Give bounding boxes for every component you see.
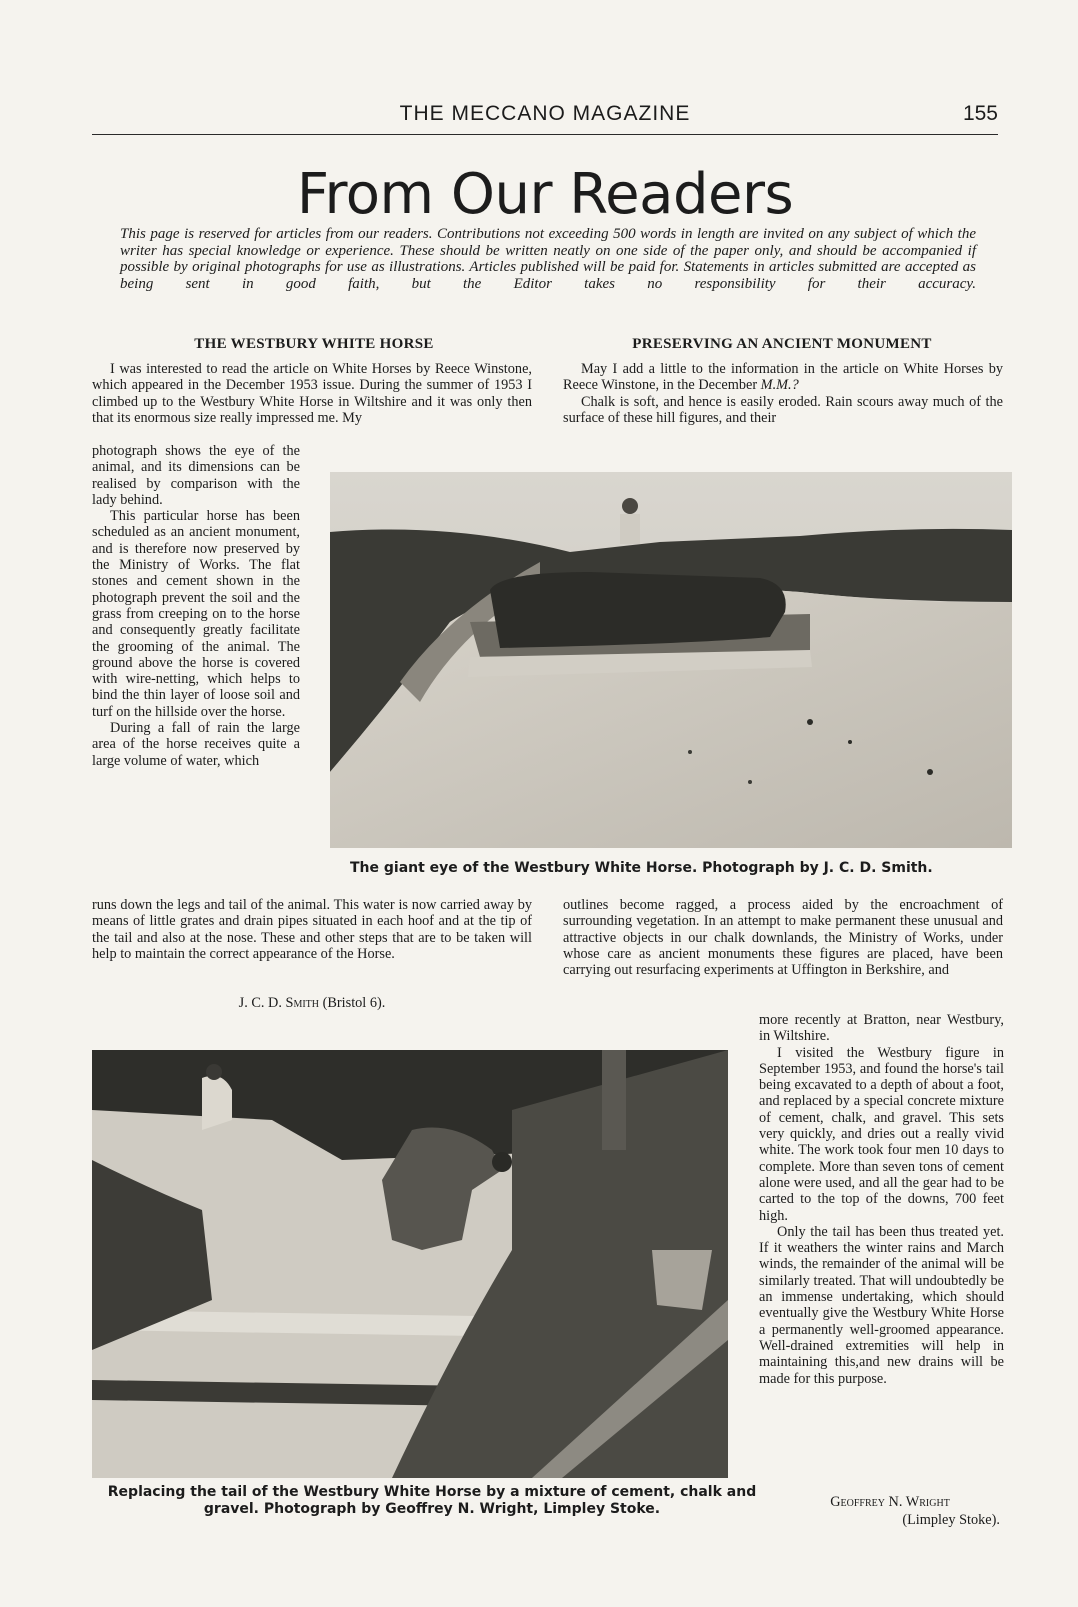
right-article-body-mid <box>563 897 1003 978</box>
right-author-place: (Limpley Stoke). <box>902 1512 1000 1528</box>
page-headline: From Our Readers <box>296 162 794 227</box>
right-article-body-narrow <box>759 1012 1004 1387</box>
right-para2-narrow: more recently at Bratton, near Westbury, in Wiltshire. <box>759 1012 1004 1045</box>
left-article-title: THE WESTBURY WHITE HORSE <box>194 336 434 352</box>
intro-paragraph: This page is reserved for articles from our readers. Contributions not exceeding 500 words in length are invited on any subject of which the writer has special knowledge or experience. These should be written neatly on one side of the paper only, and should be accompanied if possible by original photographs for use as illustrations. Articles published will be paid for. Statements in articles submitted are accepted as being sent in good faith, but the Editor takes no responsibility for their accuracy. <box>120 226 976 292</box>
right-article-title: PRESERVING AN ANCIENT MONUMENT <box>632 336 932 352</box>
right-para3: I visited the Westbury figure in September 1953, and found the horse's tail being excavated to a depth of about a foot, and replaced by a special concrete mixture of cement, chalk, and gravel. This sets very quickly, and dries out a really vivid white. The work took four men 10 days to complete. More than seven tons of cement alone were used, and all the gear had to be carted to the top of the downs, 700 feet high. <box>759 1044 1004 1224</box>
eye-photo-image <box>330 472 1012 848</box>
left-article-body-narrow <box>92 443 300 769</box>
left-author-place: (Bristol 6). <box>322 995 386 1011</box>
tail-photo-caption: Replacing the tail of the Westbury White Horse by a mixture of cement, chalk and gravel. Photograph by Geoffrey N. Wright, Limpley Stoke. <box>107 1484 757 1517</box>
left-article-signature <box>92 995 532 1011</box>
right-author-name-text: Geoffrey N. Wright <box>830 1494 950 1510</box>
right-para2-cont: outlines become ragged, a process aided by the encroachment of surrounding vegetation. In an attempt to make permanent these unusual and attractive objects in our chalk downlands, the Ministry of Works, under whose care as ancient monuments these figures are placed, have been carrying out resurfacing experiments at Uffington in Berkshire, and <box>563 897 1003 979</box>
magazine-title: THE MECCANO MAGAZINE <box>399 102 691 125</box>
left-article-body-bottom <box>92 897 532 962</box>
left-author-name: J. C. D. Smith <box>238 995 320 1011</box>
running-head <box>92 100 998 135</box>
eye-photo <box>330 472 1012 848</box>
left-article-body-top <box>92 361 532 426</box>
tail-photo <box>92 1050 728 1478</box>
left-para3-narrow: During a fall of rain the large area of the horse receives quite a large volume of water, which <box>92 720 300 769</box>
right-para1 <box>563 361 1003 394</box>
left-para1-top: I was interested to read the article on White Horses by Reece Winstone, which appeared in the December 1953 issue. During the summer of 1953 I climbed up to the Westbury White Horse in Wiltshire and it was only then that its enormous size really impressed me. My <box>92 361 532 426</box>
left-para2-narrow: This particular horse has been scheduled as an ancient monument, and is therefore now preserved by the Ministry of Works. The flat stones and cement shown in the photograph prevent the soil and the grass from creeping on to the horse and consequently greatly facilitate the grooming of the animal. The ground above the horse is covered with wire-netting, which helps to bind the thin layer of loose soil and turf on the hillside over the horse. <box>92 508 300 720</box>
right-para2-top: Chalk is soft, and hence is easily eroded. Rain scours away much of the surface of these hill figures, and their <box>563 393 1003 426</box>
page-number: 155 <box>962 102 998 125</box>
right-para1-ref: M.M.? <box>760 377 799 394</box>
left-para1-narrow: photograph shows the eye of the animal, and its dimensions can be realised by comparison with the lady behind. <box>92 443 300 508</box>
right-para4: Only the tail has been thus treated yet. If it weathers the winter rains and March winds, the remainder of the animal will be similarly treated. That will undoubtedly be an immense undertaking, which should eventually give the Westbury White Horse a permanently well-groomed appearance. Well-drained extremities will help in maintaining this,and new drains will be made for this purpose. <box>759 1223 1004 1387</box>
tail-photo-image <box>92 1050 728 1478</box>
right-author-name <box>800 1494 980 1510</box>
right-para1-text: May I add a little to the information in the article on White Horses by Reece Winstone, in the December <box>563 361 1003 394</box>
left-para3-wide: runs down the legs and tail of the animal. This water is now carried away by means of little grates and drain pipes situated in each hoof and at the tip of the tail and also at the nose. These and other steps that are to be taken will help to maintain the correct appearance of the Horse. <box>92 897 532 962</box>
eye-photo-caption: The giant eye of the Westbury White Horse. Photograph by J. C. D. Smith. <box>350 860 933 876</box>
right-article-body-top <box>563 361 1003 426</box>
